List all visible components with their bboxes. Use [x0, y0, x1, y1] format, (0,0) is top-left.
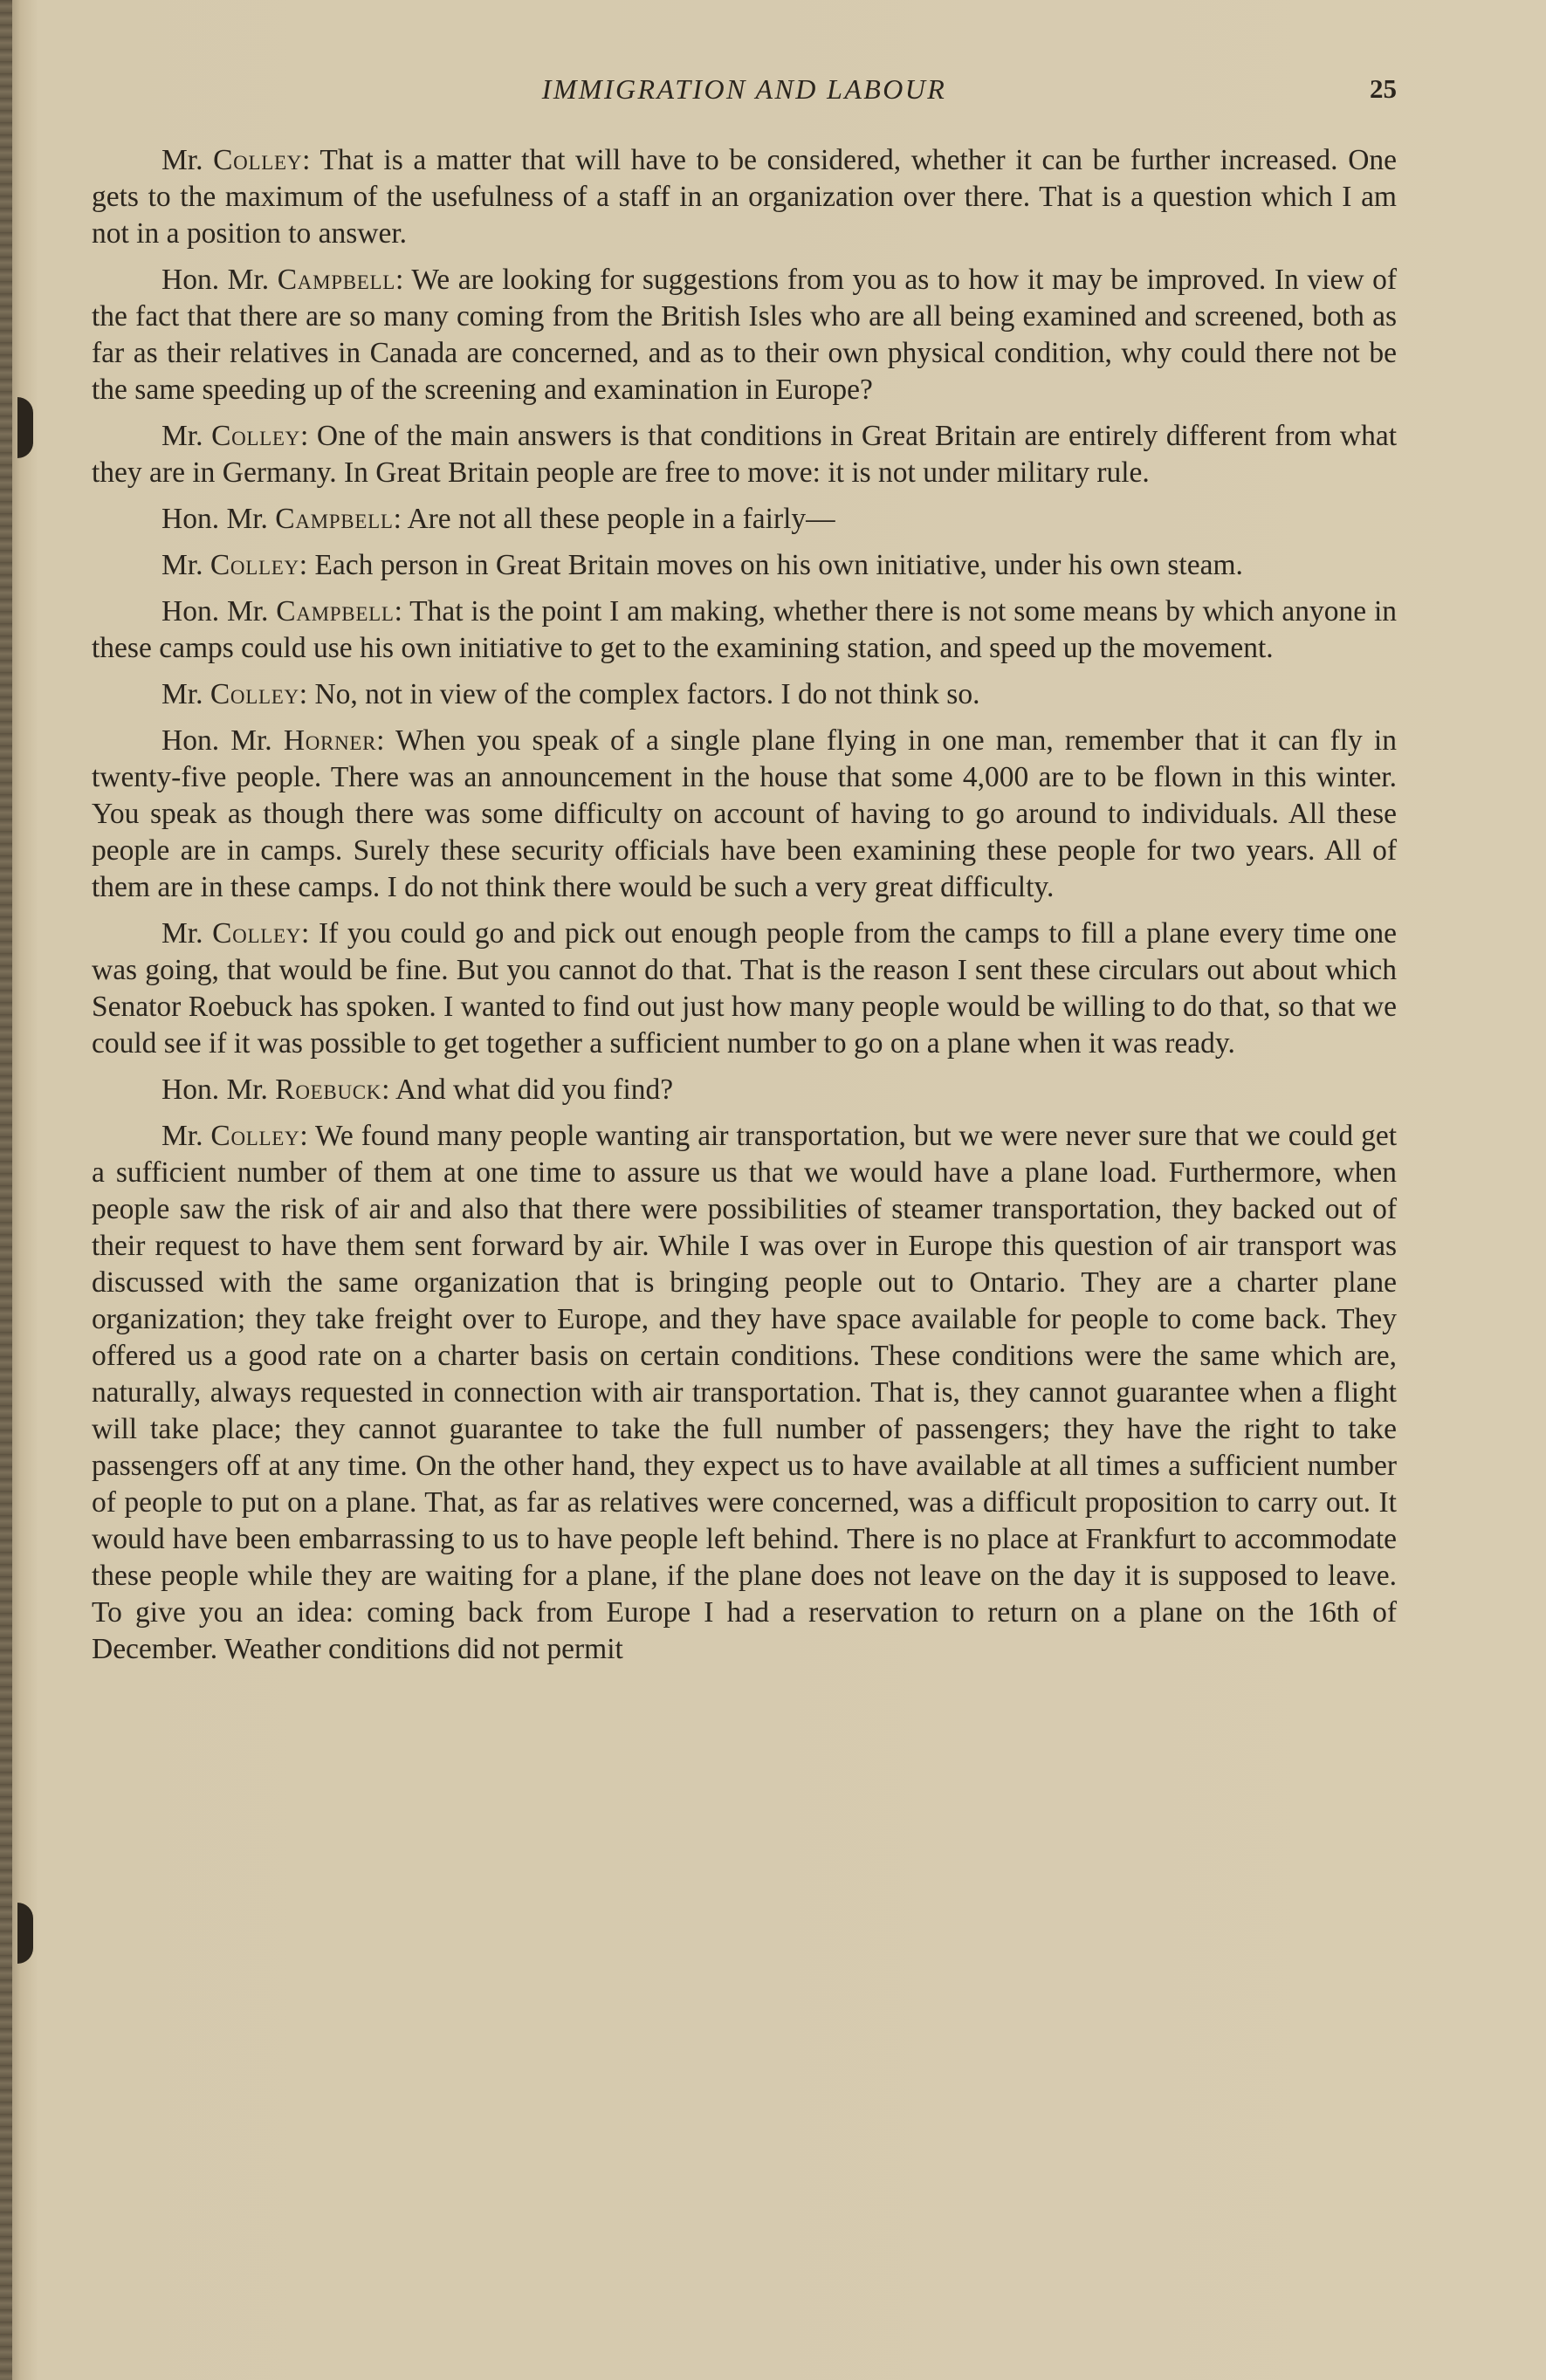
speaker-title: Hon. Mr.	[161, 264, 270, 296]
speaker-title: Mr.	[161, 1120, 203, 1152]
speaker-title: Hon. Mr.	[161, 503, 268, 535]
speaker-title: Mr.	[161, 549, 203, 581]
transcript-paragraph: Hon. Mr. Campbell: We are looking for suggestions from you as to how it may be improved. In view of the fact that there are so many coming from the British Isles who are all being examined and screened, both as far as their relatives in Canada are concerned, and as to their own physical condition, why could there not be the same speeding up of the screening and examination in Europe?	[92, 264, 1398, 406]
transcript-paragraph: Hon. Mr. Horner: When you speak of a single plane flying in one man, remember that it can fly in twenty-five people. There was an announcement in the house that some 4,000 are to be flown in this winter. You speak as though there was some difficulty on account of having to go around to individuals. All these people are in camps. Surely these security officials have been examining these people for two years. All of them are in these camps. I do not think there would be such a very great difficulty.	[92, 724, 1397, 903]
speaker-title: Hon. Mr.	[161, 724, 272, 757]
speaker-title: Hon. Mr.	[161, 595, 269, 628]
paragraph-text: And what did you find?	[395, 1073, 674, 1106]
speaker-name: Colley	[213, 144, 303, 176]
paragraph-text: We are looking for suggestions from you as to how it may be improved. In view of the fact that there are so many coming from the British Isles who are all being examined and screened, both as far as their relatives in Canada are concerned, and as to their own physical condition, why could there not be the same speeding up of the screening and examination in Europe?	[92, 264, 1398, 406]
paragraph-text: We found many people wanting air transportation, but we were never sure that we could get a sufficient number of them at one time to assure us that we would have a plane load. Furthermore, when people saw the risk of air and also that there were possibilities of steamer transportation, they backed out of their request to have them sent forward by air. While I was over in Europe this question of air transport was discussed with the same organization that is bringing people out to Ontario. They are a charter plane organization; they take freight over to Europe, and they have space available for people to come back. They offered us a good rate on a charter basis on certain conditions. These conditions were the same which are, naturally, always requested in connection with air transportation. That is, they cannot guarantee when a flight will take place; they cannot guarantee to take the full number of passengers; they have the right to take passengers off at any time. On the other hand, they expect us to have available at all times a sufficient number of people to put on a plane. That, as far as relatives were concerned, was a difficult proposition to carry out. It would have been embarrassing to us to have people left behind. There is no place at Frankfurt to accommodate these people while they are waiting for a plane, if the plane does not leave on the day it is supposed to leave. To give you an idea: coming back from Europe I had a reservation to return on a plane on the 16th of December. Weather conditions did not permit	[92, 1120, 1397, 1665]
speaker-name: Colley	[210, 549, 299, 581]
binding-edge	[0, 0, 12, 2380]
transcript-paragraph: Mr. Colley: If you could go and pick out enough people from the camps to fill a plane every time one was going, that would be fine. But you cannot do that. That is the reason I sent these circulars out about which Senator Roebuck has spoken. I wanted to find out just how many people would be willing to do that, so that we could see if it was possible to get together a sufficient number to go on a plane when it was ready.	[92, 917, 1398, 1060]
paragraph-text: Each person in Great Britain moves on his own initiative, under his own steam.	[314, 549, 1243, 581]
paragraph-text: When you speak of a single plane flying in one man, remember that it can fly in twenty-five people. There was an announcement in the house that some 4,000 are to be flown in this winter. You speak as though there was some difficulty on account of having to go around to individuals. All these people are in camps. Surely these security officials have been examining these people for two years. All of them are in these camps. I do not think there would be such a very great difficulty.	[92, 724, 1397, 903]
speaker-name: Roebuck	[275, 1073, 382, 1106]
transcript-paragraph: Mr. Colley: That is a matter that will have to be considered, whether it can be further increased. One gets to the maximum of the usefulness of a staff in an organization over there. That is a question which I am not in a position to answer.	[92, 144, 1398, 250]
speaker-name: Colley	[210, 1120, 300, 1152]
transcript-paragraph: Hon. Mr. Campbell: That is the point I am making, whether there is not some means by which anyone in these camps could use his own initiative to get to the examining station, and speed up the movement.	[92, 595, 1398, 664]
speaker-name: Campbell	[277, 264, 396, 296]
transcript-paragraph: Hon. Mr. Campbell: Are not all these people in a fairly—	[161, 503, 835, 535]
speaker-title: Mr.	[161, 144, 203, 176]
speaker-title: Mr.	[161, 420, 203, 452]
speaker-name: Campbell	[276, 595, 395, 628]
paragraph-text: No, not in view of the complex factors. I do not think so.	[314, 678, 980, 710]
transcript-paragraph: Mr. Colley: We found many people wanting air transportation, but we were never sure that we could get a sufficient number of them at one time to assure us that we would have a plane load. Furthermore, when people saw the risk of air and also that there were possibilities of steamer transportation, they backed out of their request to have them sent forward by air. While I was over in Europe this question of air transport was discussed with the same organization that is bringing people out to Ontario. They are a charter plane organization; they take freight over to Europe, and they have space available for people to come back. They offered us a good rate on a charter basis on certain conditions. These conditions were the same which are, naturally, always requested in connection with air transportation. That is, they cannot guarantee when a flight will take place; they cannot guarantee to take the full number of passengers; they have the right to take passengers off at any time. On the other hand, they expect us to have available at all times a sufficient number of people to put on a plane. That, as far as relatives were concerned, was a difficult proposition to carry out. It would have been embarrassing to us to have people left behind. There is no place at Frankfurt to accommodate these people while they are waiting for a plane, if the plane does not leave on the day it is supposed to leave. To give you an idea: coming back from Europe I had a reservation to return on a plane on the 16th of December. Weather conditions did not permit	[92, 1120, 1397, 1665]
binding-mark	[17, 397, 33, 458]
transcript-paragraph: Mr. Colley: One of the main answers is that conditions in Great Britain are entirely different from what they are in Germany. In Great Britain people are free to move: it is not under military rule.	[92, 420, 1398, 489]
transcript-paragraph: Mr. Colley: Each person in Great Britain moves on his own initiative, under his own steam.	[161, 549, 1243, 581]
running-head: IMMIGRATION AND LABOUR	[541, 73, 947, 105]
speaker-name: Colley	[211, 420, 300, 452]
page-header	[92, 72, 1397, 106]
transcript-paragraph: Mr. Colley: No, not in view of the complex factors. I do not think so.	[161, 678, 980, 710]
speaker-name: Campbell	[275, 503, 394, 535]
speaker-name: Colley	[212, 917, 302, 950]
paragraph-text: That is a matter that will have to be considered, whether it can be further increased. One gets to the maximum of the usefulness of a staff in an organization over there. That is a question which I am not in a position to answer.	[92, 144, 1398, 250]
transcript-body	[92, 142, 1397, 1677]
page-number: 25	[1370, 73, 1397, 104]
speaker-title: Hon. Mr.	[161, 1073, 268, 1106]
paragraph-text: Are not all these people in a fairly—	[407, 503, 835, 535]
paragraph-text: If you could go and pick out enough people from the camps to fill a plane every time one was going, that would be fine. But you cannot do that. That is the reason I sent these circulars out about which Senator Roebuck has spoken. I wanted to find out just how many people would be willing to do that, so that we could see if it was possible to get together a sufficient number to go on a plane when it was ready.	[92, 917, 1398, 1060]
speaker-title: Mr.	[161, 917, 203, 950]
paragraph-text: One of the main answers is that conditions in Great Britain are entirely different from what they are in Germany. In Great Britain people are free to move: it is not under military rule.	[92, 420, 1398, 489]
speaker-name: Horner	[283, 724, 377, 757]
transcript-paragraph: Hon. Mr. Roebuck: And what did you find?	[161, 1073, 674, 1106]
speaker-name: Colley	[210, 678, 299, 710]
binding-mark	[17, 1903, 33, 1964]
paragraph-text: That is the point I am making, whether there is not some means by which anyone in these camps could use his own initiative to get to the examining station, and speed up the movement.	[92, 595, 1398, 664]
speaker-title: Mr.	[161, 678, 203, 710]
